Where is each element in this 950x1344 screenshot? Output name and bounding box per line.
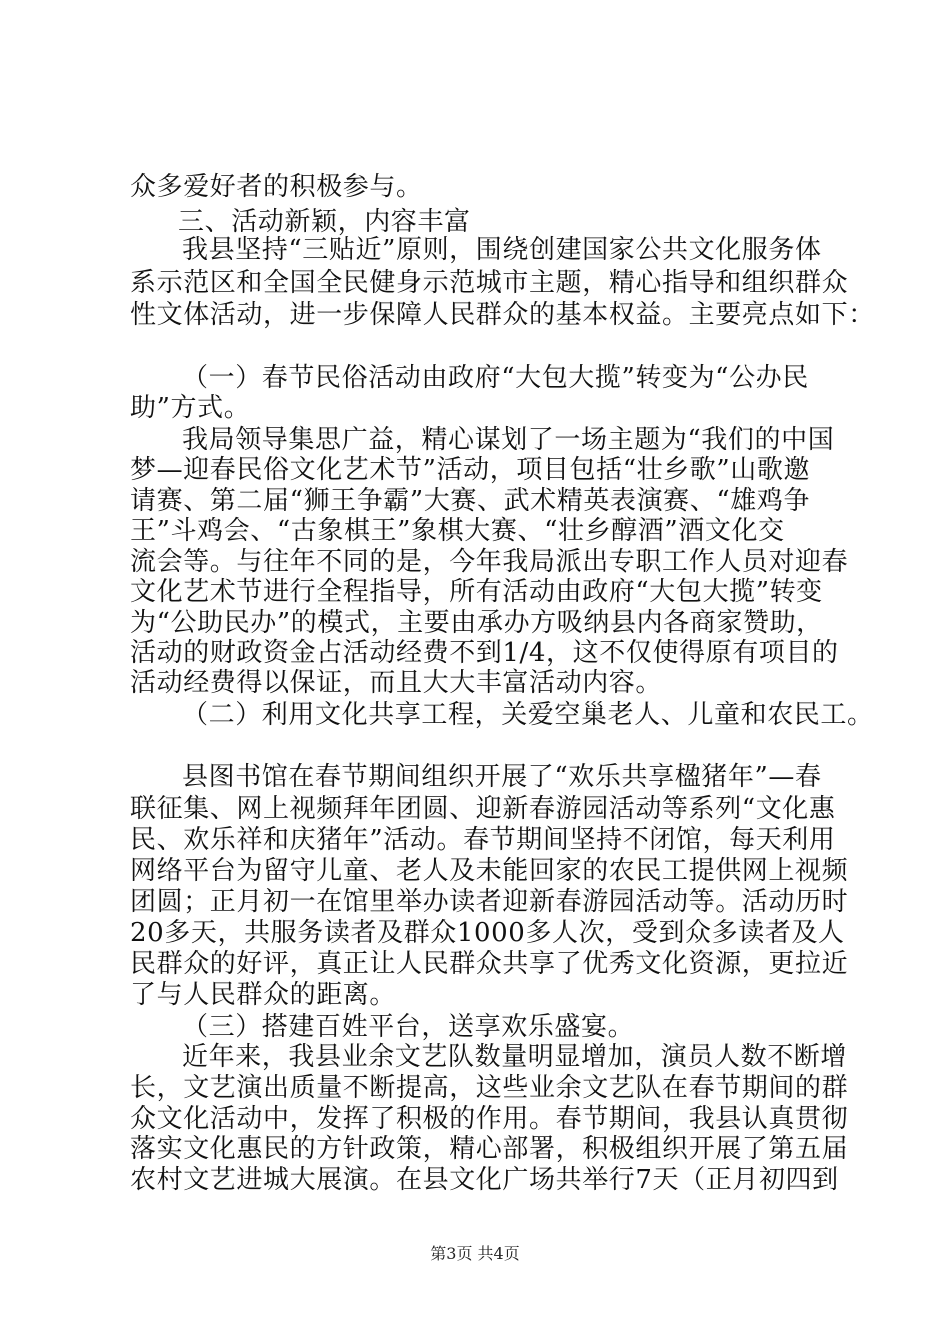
text-line: 我局领导集思广益，精心谋划了一场主题为“我们的中国 <box>182 425 835 455</box>
text-line: 活动经费得以保证，而且大大丰富活动内容。 <box>130 668 663 698</box>
text-line: 民、欢乐祥和庆猪年”活动。春节期间坚持不闭馆，每天利用 <box>130 825 836 855</box>
text-line: 民群众的好评，真正让人民群众共享了优秀文化资源，更拉近 <box>130 949 849 979</box>
text-line: 性文体活动，进一步保障人民群众的基本权益。主要亮点如下： <box>130 300 875 330</box>
text-line: 王”斗鸡会、“古象棋王”象棋大赛、“壮乡醇酒”酒文化交 <box>130 516 785 546</box>
subsection-heading: （三）搭建百姓平台，送享欢乐盛宴。 <box>182 1012 635 1042</box>
text-line: 活动的财政资金占活动经费不到1/4，这不仅使得原有项目的 <box>130 638 839 668</box>
text-line: 了与人民群众的距离。 <box>130 980 397 1010</box>
text-line: 县图书馆在春节期间组织开展了“欢乐共享楹猪年”—春 <box>182 762 822 792</box>
text-line: 团圆；正月初一在馆里举办读者迎新春游园活动等。活动历时 <box>130 887 849 917</box>
page-footer: 第3页 共4页 <box>430 1244 520 1263</box>
subsection-heading: （一）春节民俗活动由政府“大包大揽”转变为“公办民 <box>182 363 809 393</box>
text-line: 联征集、网上视频拜年团圆、迎新春游园活动等系列“文化惠 <box>130 794 836 824</box>
text-line: 流会等。与往年不同的是，今年我局派出专职工作人员对迎春 <box>130 547 849 577</box>
text-line: 文化艺术节进行全程指导，所有活动由政府“大包大揽”转变 <box>130 577 823 607</box>
text-line: 长，文艺演出质量不断提高，这些业余文艺队在春节期间的群 <box>130 1073 849 1103</box>
text-line: 20多天，共服务读者及群众1000多人次，受到众多读者及人 <box>130 918 845 948</box>
text-line: 系示范区和全国全民健身示范城市主题，精心指导和组织群众 <box>130 268 849 298</box>
text-line: 农村文艺进城大展演。在县文化广场共举行7天（正月初四到 <box>130 1165 839 1195</box>
text-line: 落实文化惠民的方针政策，精心部署，积极组织开展了第五届 <box>130 1134 849 1164</box>
subsection-heading: （二）利用文化共享工程，关爱空巢老人、儿童和农民工。 <box>182 700 874 730</box>
section-heading: 三、活动新颖，内容丰富 <box>178 207 471 237</box>
text-line: 众多爱好者的积极参与。 <box>130 172 423 202</box>
text-line: 请赛、第二届“狮王争霸”大赛、武术精英表演赛、“雄鸡争 <box>130 486 811 516</box>
text-line: 助”方式。 <box>130 393 251 423</box>
text-line: 为“公助民办”的模式，主要由承办方吸纳县内各商家赞助， <box>130 608 823 638</box>
text-line: 近年来，我县业余文艺队数量明显增加，演员人数不断增 <box>182 1042 848 1072</box>
text-line: 我县坚持“三贴近”原则，围绕创建国家公共文化服务体 <box>182 235 822 265</box>
text-line: 网络平台为留守儿童、老人及未能回家的农民工提供网上视频 <box>130 856 849 886</box>
text-line: 众文化活动中，发挥了积极的作用。春节期间，我县认真贯彻 <box>130 1104 849 1134</box>
text-line: 梦—迎春民俗文化艺术节”活动，项目包括“壮乡歌”山歌邀 <box>130 455 811 485</box>
